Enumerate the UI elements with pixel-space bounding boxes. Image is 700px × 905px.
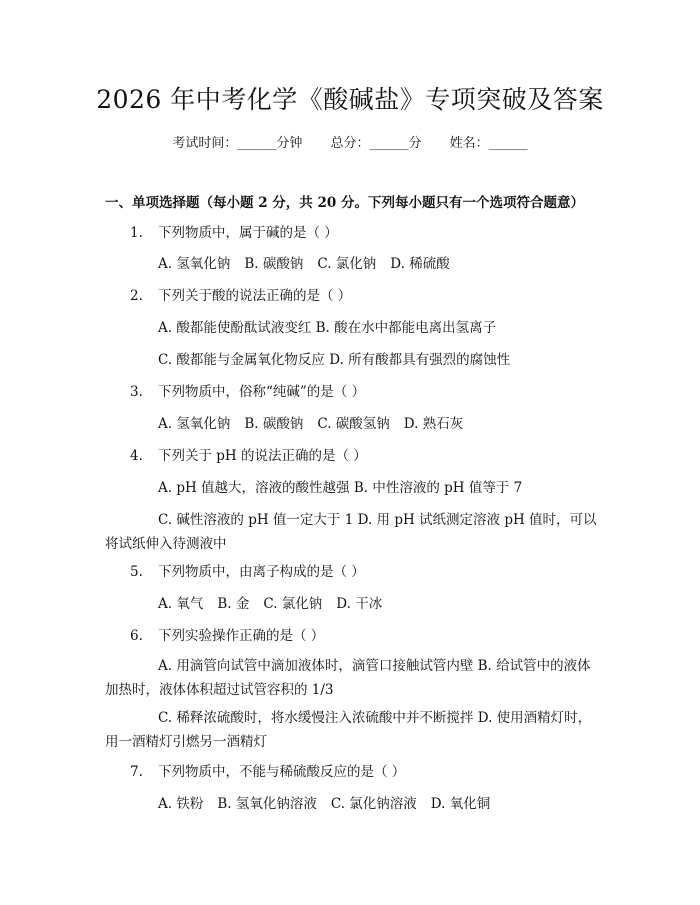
question-6-options-line-2: C. 稀释浓硫酸时，将水缓慢注入浓硫酸中并不断搅拌 D. 使用酒精灯时，用一酒精灯引燃另一酒精灯 <box>105 710 592 750</box>
question-3 <box>105 382 625 402</box>
option-a: A. 氧气 <box>158 596 204 612</box>
question-4-options-line-1: A. pH 值越大，溶液的酸性越强 B. 中性溶液的 pH 值等于 7 <box>158 480 523 496</box>
question-4 <box>105 446 625 466</box>
question-2-options-line-2: C. 酸都能与金属氧化物反应 D. 所有酸都具有强烈的腐蚀性 <box>158 352 511 368</box>
exam-title: 2026 年中考化学《酸碱盐》专项突破及答案 <box>96 85 604 114</box>
option-a: A. 铁粉 <box>158 796 204 812</box>
question-5 <box>105 562 625 582</box>
question-number: 4. <box>130 448 143 464</box>
question-number: 7. <box>130 764 143 780</box>
question-stem: 下列关于 pH 的说法正确的是（ ） <box>158 448 367 464</box>
option-b: B. 氢氧化钠溶液 <box>217 796 317 812</box>
question-number: 1. <box>130 225 143 241</box>
question-number: 3. <box>130 384 143 400</box>
question-6-options-line-1: A. 用滴管向试管中滴加液体时，滴管口接触试管内壁 B. 给试管中的液体加热时，液体体积超过试管容积的 1/3 <box>105 658 591 698</box>
question-stem: 下列物质中，属于碱的是（ ） <box>158 225 338 241</box>
section-heading: 一、单项选择题（每小题 2 分，共 20 分。下列每小题只有一个选项符合题意） <box>105 195 584 211</box>
question-4-options-line-2: C. 碱性溶液的 pH 值一定大于 1 D. 用 pH 试纸测定溶液 pH 值时，可以将试纸伸入待测液中 <box>105 512 597 552</box>
question-5-options <box>105 594 653 614</box>
question-6 <box>105 626 625 646</box>
question-number: 5. <box>130 564 143 580</box>
option-c: C. 碳酸氢钠 <box>317 416 390 432</box>
option-d: D. 稀硫酸 <box>390 256 450 272</box>
option-a: A. 氢氧化钠 <box>158 416 231 432</box>
exam-time-field: 考试时间：______分钟 <box>172 136 303 151</box>
option-c: C. 氯化钠 <box>317 256 377 272</box>
option-d: D. 氧化铜 <box>430 796 491 812</box>
question-7-options <box>105 794 653 814</box>
question-stem: 下列关于酸的说法正确的是（ ） <box>158 288 352 304</box>
question-3-options <box>105 414 653 434</box>
exam-info-row <box>0 132 700 151</box>
question-stem: 下列物质中，不能与稀硫酸反应的是（ ） <box>158 764 406 780</box>
option-b: B. 碳酸钠 <box>244 256 304 272</box>
question-stem: 下列物质中，俗称“纯碱”的是（ ） <box>158 384 366 400</box>
option-b: B. 金 <box>217 596 250 612</box>
question-2 <box>105 286 625 306</box>
option-d: D. 干冰 <box>336 596 383 612</box>
total-score-field: 总分：______分 <box>330 136 422 151</box>
option-d: D. 熟石灰 <box>403 416 464 432</box>
question-number: 2. <box>130 288 143 304</box>
question-1-options <box>105 254 653 274</box>
option-c: C. 氯化钠 <box>263 596 323 612</box>
question-stem: 下列物质中，由离子构成的是（ ） <box>158 564 365 580</box>
question-number: 6. <box>130 628 143 644</box>
option-a: A. 氢氧化钠 <box>158 256 231 272</box>
option-c: C. 氯化钠溶液 <box>330 796 417 812</box>
student-name-field: 姓名：______ <box>449 136 528 151</box>
question-1 <box>105 223 625 243</box>
question-2-options-line-1: A. 酸都能使酚酞试液变红 B. 酸在水中都能电离出氢离子 <box>158 320 497 336</box>
question-7 <box>105 762 625 782</box>
option-b: B. 碳酸钠 <box>244 416 304 432</box>
question-stem: 下列实验操作正确的是（ ） <box>158 628 325 644</box>
